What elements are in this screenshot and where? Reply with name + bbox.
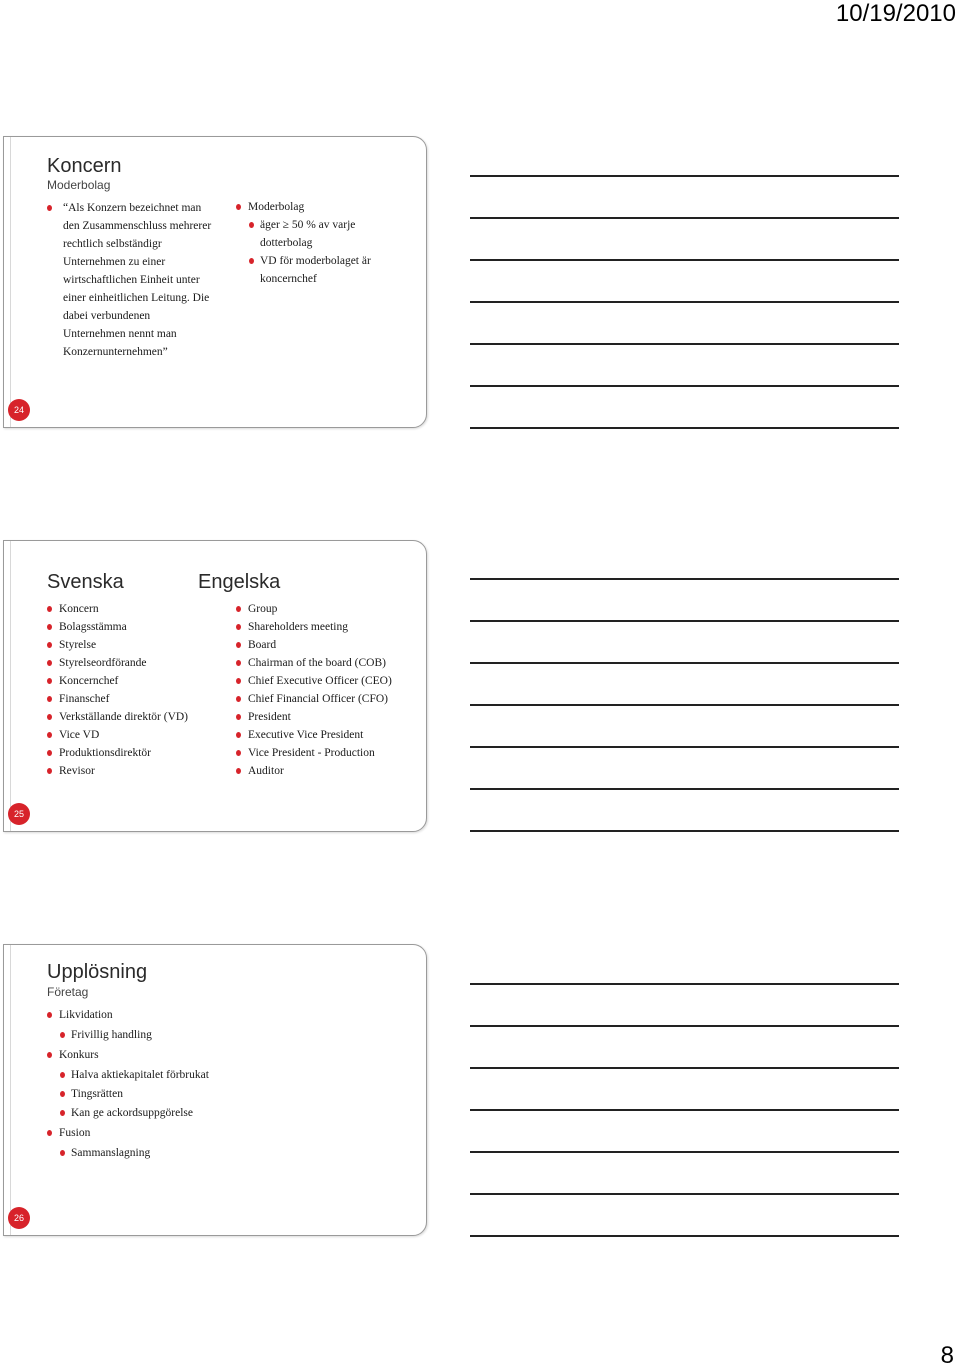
list-item: Likvidation — [47, 1006, 347, 1024]
slide-accent-bar — [4, 137, 11, 427]
note-line — [470, 301, 899, 303]
dissolution-list — [47, 1006, 347, 1162]
notes-lines-24 — [470, 175, 899, 469]
note-line — [470, 662, 899, 664]
right-heading: Moderbolag — [236, 198, 406, 216]
list-item: Shareholders meeting — [236, 618, 416, 636]
note-line — [470, 788, 899, 790]
note-line — [470, 620, 899, 622]
slide-number-badge: 25 — [8, 803, 30, 825]
list-item: Koncernchef — [47, 672, 217, 690]
column-title-left: Svenska — [47, 571, 124, 593]
note-line — [470, 704, 899, 706]
note-line — [470, 830, 899, 832]
list-subitem: Halva aktiekapitalet förbrukat — [47, 1066, 347, 1084]
list-item: VD för moderbolaget är koncernchef — [236, 252, 406, 288]
list-item: Finanschef — [47, 690, 217, 708]
note-line — [470, 385, 899, 387]
list-item: äger ≥ 50 % av varje dotterbolag — [236, 216, 406, 252]
list-item: Vice President - Production — [236, 744, 416, 762]
notes-lines-25 — [470, 578, 899, 872]
note-line — [470, 175, 899, 177]
slide-subtitle: Moderbolag — [47, 178, 111, 192]
slide-title: Upplösning — [47, 961, 148, 983]
note-line — [470, 1025, 899, 1027]
note-line — [470, 1109, 899, 1111]
quote-text: “Als Konzern bezeichnet man den Zusammenschluss mehrerer rechtlich selbständigr Unternehmen zu einer wirtschaftlichen Einheit unter einer einheitlichen Leitung. Die dabei verbundenen Unternehmen nennt man Konzernunternehmen” — [47, 199, 212, 361]
slide-accent-bar — [4, 945, 11, 1235]
note-line — [470, 983, 899, 985]
list-subitem: Sammanslagning — [47, 1144, 347, 1162]
quote-list — [47, 199, 212, 361]
list-subitem: Tingsrätten — [47, 1085, 347, 1103]
page-date: 10/19/2010 — [835, 0, 956, 27]
note-line — [470, 343, 899, 345]
list-item: Verkställande direktör (VD) — [47, 708, 217, 726]
list-item: Executive Vice President — [236, 726, 416, 744]
list-item: Board — [236, 636, 416, 654]
list-item: Konkurs — [47, 1046, 347, 1064]
slide-number-badge: 24 — [8, 399, 30, 421]
list-item: Revisor — [47, 762, 217, 780]
note-line — [470, 259, 899, 261]
list-item: Chief Executive Officer (CEO) — [236, 672, 416, 690]
slide-number-badge: 26 — [8, 1207, 30, 1229]
slide-25 — [3, 540, 427, 832]
swedish-term-list — [47, 600, 217, 780]
note-line — [470, 1193, 899, 1195]
note-line — [470, 217, 899, 219]
list-item: President — [236, 708, 416, 726]
note-line — [470, 427, 899, 429]
list-item: Fusion — [47, 1124, 347, 1142]
right-bullet-list — [236, 198, 406, 288]
list-item: Chairman of the board (COB) — [236, 654, 416, 672]
english-term-list — [236, 600, 416, 780]
note-line — [470, 578, 899, 580]
page-number: 8 — [940, 1342, 954, 1369]
note-line — [470, 1067, 899, 1069]
list-subitem: Kan ge ackordsuppgörelse — [47, 1104, 347, 1122]
notes-lines-26 — [470, 983, 899, 1277]
list-item: Auditor — [236, 762, 416, 780]
list-item: Produktionsdirektör — [47, 744, 217, 762]
slide-26 — [3, 944, 427, 1236]
list-subitem: Frivillig handling — [47, 1026, 347, 1044]
slide-24 — [3, 136, 427, 428]
slide-subtitle: Företag — [47, 985, 89, 999]
column-title-right: Engelska — [198, 571, 281, 593]
note-line — [470, 1235, 899, 1237]
note-line — [470, 746, 899, 748]
list-item: Vice VD — [47, 726, 217, 744]
list-item: Group — [236, 600, 416, 618]
slide-title: Koncern — [47, 155, 122, 177]
list-item: Bolagsstämma — [47, 618, 217, 636]
list-item: Styrelse — [47, 636, 217, 654]
slide-accent-bar — [4, 541, 11, 831]
list-item: Chief Financial Officer (CFO) — [236, 690, 416, 708]
list-item: Styrelseordförande — [47, 654, 217, 672]
note-line — [470, 1151, 899, 1153]
list-item: Koncern — [47, 600, 217, 618]
